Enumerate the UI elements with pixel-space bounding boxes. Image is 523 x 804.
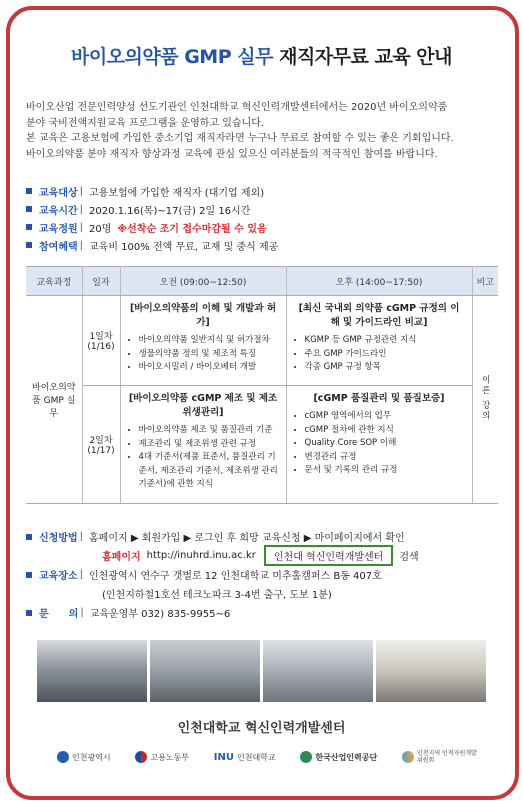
- homepage-row: [26, 546, 506, 565]
- day-cell: [82, 386, 120, 504]
- pm-session: [286, 296, 472, 386]
- title-rest: 재직자무료 교육 안내: [279, 46, 453, 68]
- logo-rchrd: 인천지역 인적자원개발위원회: [402, 750, 477, 764]
- photo-strip: [37, 640, 486, 702]
- info-label: 참여혜택: [39, 241, 78, 253]
- list-item: • 문서 및 기록의 관리 규정: [305, 464, 468, 478]
- search-keyword-box: 인천대 혁신인력개발센터: [264, 545, 393, 566]
- contact-row: 문 의 | 교육운영부 032) 835-9955~6: [26, 603, 506, 622]
- info-value: 20명: [89, 223, 112, 235]
- intro-line: 분야 국비전액지원교육 프로그램을 운영하고 있습니다.: [26, 117, 265, 129]
- list-item: • 바이오시밀러 / 바이오베터 개발: [139, 361, 282, 375]
- apply-section: [26, 527, 506, 622]
- place-directions: (인천지하철1호선 테크노파크 3-4번 출구, 도보 1분): [102, 590, 332, 601]
- place-label: 교육장소: [39, 571, 78, 582]
- bullet-square-icon: [26, 242, 32, 248]
- bullet-square-icon: [26, 610, 32, 616]
- contact-value: 교육운영부 032) 835-9955~6: [89, 609, 231, 620]
- info-value: 2020.1.16(목)~17(금) 2일 16시간: [89, 205, 251, 217]
- table-header: 교육과정: [26, 267, 82, 296]
- logo-ministry-labor: 고용노동부: [135, 751, 189, 763]
- list-item: • 제조관리 및 제조위생 관련 규정: [139, 438, 282, 452]
- place-sub-row: [26, 584, 506, 603]
- info-row-benefit: 참여혜택 | 교육비 100% 전액 무료, 교재 및 중식 제공: [26, 236, 496, 254]
- day-label: 2일차: [89, 436, 113, 446]
- place-row: 교육장소 | 인천광역시 연수구 갯벌로 12 인천대학교 미추홀캠퍼스 B동 407호: [26, 565, 506, 584]
- info-value: 교육비 100% 전액 무료, 교재 및 중식 제공: [89, 241, 279, 253]
- lab-photo: [37, 640, 147, 702]
- footer-title: 인천대학교 혁신인력개발센터: [177, 721, 346, 736]
- table-header: 일자: [82, 267, 120, 296]
- apply-label: 신청방법: [39, 533, 78, 544]
- lab-photo: [150, 640, 260, 702]
- logo-inu: INU 인천대학교: [213, 751, 276, 763]
- am-session: [120, 296, 286, 386]
- list-item: • 변경관리 규정: [305, 451, 468, 465]
- list-item: • Quality Core SOP 이해: [305, 437, 468, 451]
- day-date: (1/16): [87, 342, 115, 352]
- apply-method: 홈페이지 ▶ 회원가입 ▶ 로그인 후 희망 교육신청 ▶ 마이페이지에서 확인: [89, 533, 405, 544]
- info-row-capacity: 교육정원 | 20명 ※선착순 조기 접수마감될 수 있음: [26, 218, 496, 236]
- intro-text: [26, 100, 496, 162]
- info-label: 교육시간: [39, 205, 78, 217]
- info-row-target: 교육대상 | 고용보험에 가입한 재직자 (대기업 제외): [26, 182, 496, 200]
- place-value: 인천광역시 연수구 갯벌로 12 인천대학교 미추홀캠퍼스 B동 407호: [89, 571, 382, 582]
- intro-line: 본 교육은 고용보험에 가입한 중소기업 재직자라면 누구나 무료로 참여할 수 있는 좋은 기회입니다.: [26, 133, 454, 144]
- bullet-square-icon: [26, 534, 32, 540]
- info-list: [26, 182, 496, 254]
- info-label: 교육대상: [39, 187, 78, 199]
- classroom-photo: [376, 640, 486, 702]
- incheon-city-logo-icon: [57, 751, 69, 763]
- search-word: 검색: [399, 552, 419, 563]
- info-label: 교육정원: [39, 223, 78, 235]
- rchrd-logo-icon: [402, 751, 414, 763]
- taegeuk-logo-icon: [135, 751, 147, 763]
- intro-line: 바이오의약품 분야 재직자 향상과정 교육에 관심 있으신 여러분들의 적극적인 참여를 바랍니다.: [26, 148, 438, 160]
- homepage-label: 홈페이지: [102, 552, 141, 563]
- course-name: 바이오의약품 GMP 실무: [26, 296, 82, 504]
- table-header: 오전 (09:00~12:50): [120, 267, 286, 296]
- schedule-table: [26, 266, 498, 504]
- list-item: • 바이오의약품 제조 및 품질관리 기준: [139, 424, 282, 438]
- session-title: [cGMP 품질관리 및 품질보증]: [313, 393, 445, 404]
- list-item: • 생물의약품 정의 및 제조적 특징: [139, 348, 282, 362]
- logo-hrdkorea: 한국산업인력공단: [300, 751, 377, 763]
- list-item: • 각종 GMP 규정 항목: [305, 361, 468, 375]
- inu-logo-icon: INU: [213, 751, 234, 763]
- bullet-square-icon: [26, 206, 32, 212]
- page-title: [0, 42, 523, 69]
- pm-session: [286, 386, 472, 504]
- day-cell: [82, 296, 120, 386]
- hrdkorea-logo-icon: [300, 751, 312, 763]
- list-item: • cGMP 영역에서의 업무: [305, 410, 468, 424]
- bullet-square-icon: [26, 572, 32, 578]
- table-row: [26, 386, 498, 504]
- homepage-link[interactable]: http://inuhrd.inu.ac.kr: [146, 550, 256, 561]
- info-value: 고용보험에 가입한 재직자 (대기업 제외): [89, 187, 265, 199]
- am-session: [120, 386, 286, 504]
- title-highlight: 바이오의약품 GMP 실무: [70, 46, 273, 68]
- table-header: 비고: [472, 267, 498, 296]
- day-date: (1/17): [87, 446, 115, 456]
- info-row-time: 교육시간 | 2020.1.16(목)~17(금) 2일 16시간: [26, 200, 496, 218]
- bullet-square-icon: [26, 188, 32, 194]
- logo-incheon-city: 인천광역시: [57, 751, 111, 763]
- session-title: [바이오의약품 cGMP 제조 및 제조위생관리]: [128, 393, 278, 418]
- apply-method-row: 신청방법 | 홈페이지 ▶ 회원가입 ▶ 로그인 후 희망 교육신청 ▶ 마이페이지에서 확인: [26, 527, 506, 546]
- list-item: • KGMP 등 GMP 규정관련 지식: [305, 334, 468, 348]
- list-item: • 4대 기준서(제품 표준서, 품질관리 기준서, 제조관리 기준서, 제조위생 관리 기준서)에 관한 지식: [139, 451, 282, 492]
- intro-line: 바이오산업 전문인력양성 선도기관인 인천대학교 혁신인력개발센터에서는 2020년 바이오의약품: [26, 102, 448, 113]
- info-note: ※선착순 조기 접수마감될 수 있음: [117, 223, 267, 235]
- lab-photo: [263, 640, 373, 702]
- session-title: [바이오의약품의 이해 및 개발과 허가]: [129, 303, 277, 328]
- table-row: [26, 296, 498, 386]
- contact-label: 문 의: [39, 609, 79, 620]
- session-title: [최신 국내외 의약품 cGMP 규정의 이해 및 가이드라인 비교]: [298, 303, 460, 328]
- bullet-square-icon: [26, 224, 32, 230]
- table-header: 오후 (14:00~17:50): [286, 267, 472, 296]
- logo-row: [57, 746, 477, 768]
- list-item: • 주요 GMP 가이드라인: [305, 348, 468, 362]
- remark-text: 이론 강의: [480, 374, 491, 422]
- table-header-row: [26, 267, 498, 296]
- remark-cell: [472, 296, 498, 504]
- day-label: 1일차: [89, 332, 113, 342]
- list-item: • cGMP 절차에 관한 지식: [305, 424, 468, 438]
- list-item: • 바이오의약품 일반지식 및 허가절차: [139, 334, 282, 348]
